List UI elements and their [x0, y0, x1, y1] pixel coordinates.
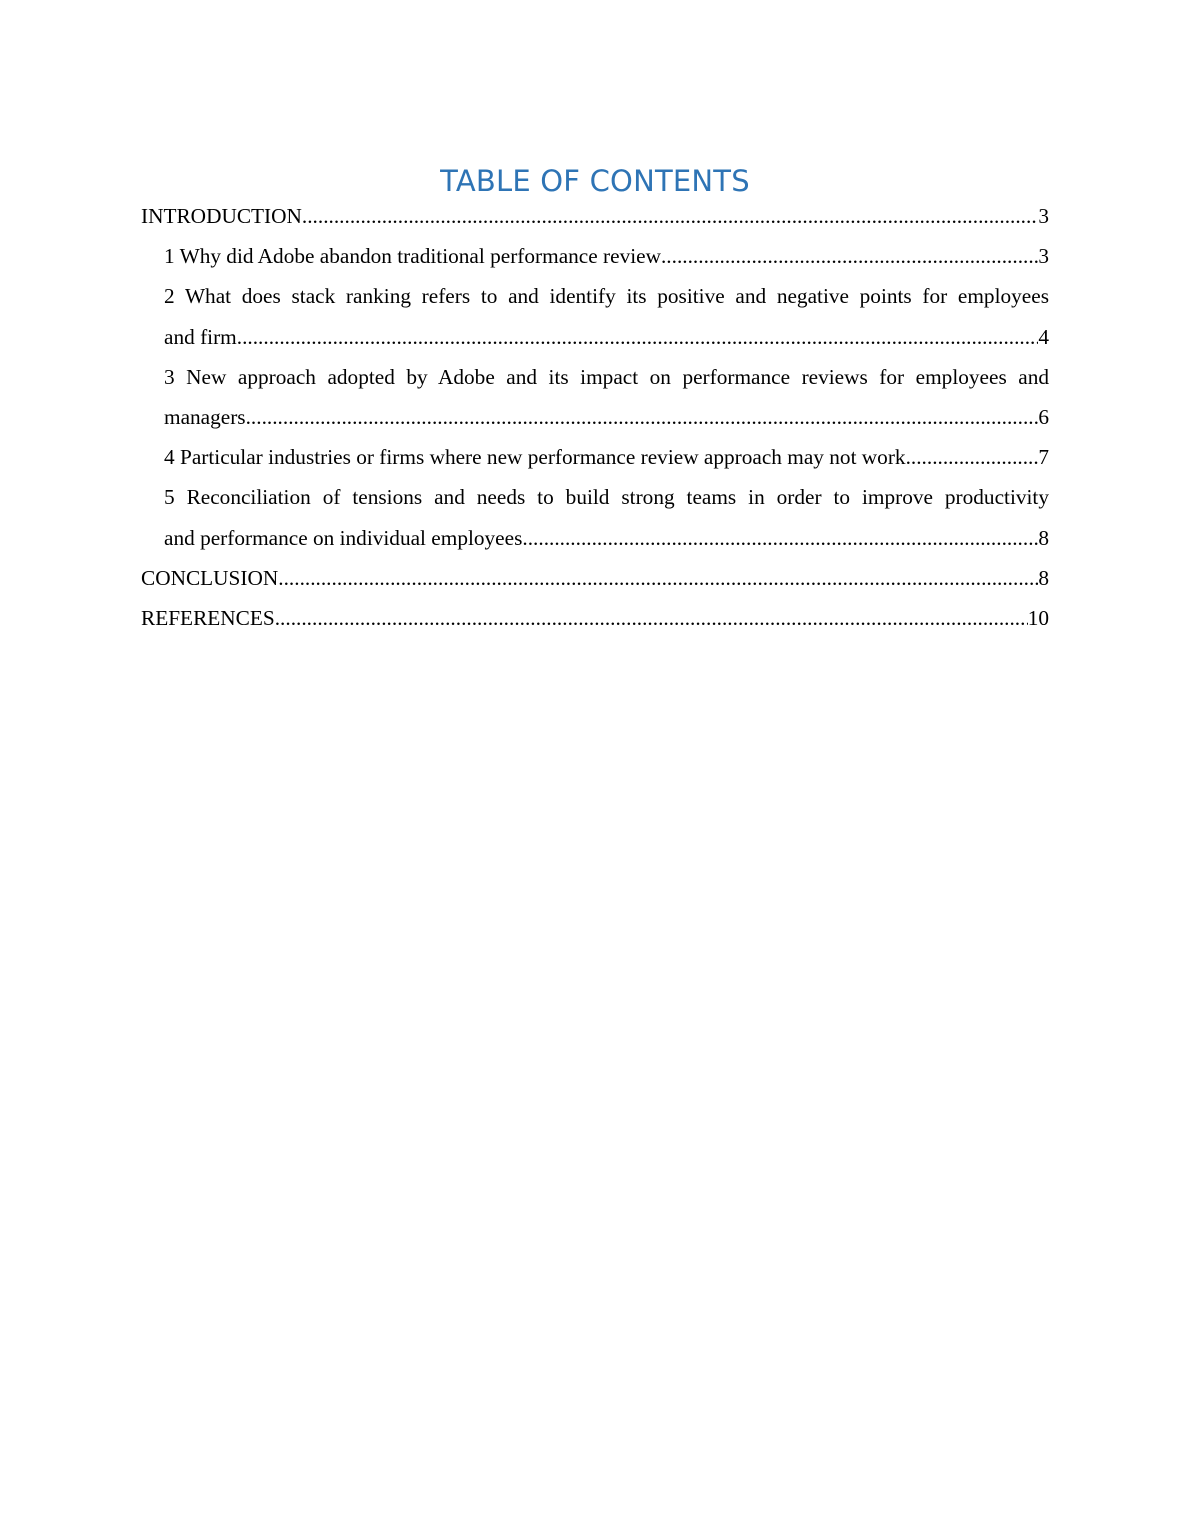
toc-entry-text: 1 Why did Adobe abandon traditional performance review [164, 244, 661, 269]
toc-entry-line [164, 518, 1049, 558]
toc-entry-section-5[interactable] [141, 477, 1049, 557]
toc-page-number: 7 [1038, 445, 1049, 470]
toc-entry-text: CONCLUSION [141, 565, 279, 590]
toc-dot-leader [522, 518, 1038, 558]
toc-entry-line [164, 236, 1049, 276]
toc-entry-line [164, 397, 1049, 437]
toc-dot-leader [302, 196, 1038, 236]
toc-entry-text: managers [164, 405, 246, 430]
toc-entry-section-3[interactable] [141, 357, 1049, 437]
toc-dot-leader [246, 397, 1039, 437]
toc-title: TABLE OF CONTENTS [440, 164, 750, 198]
toc-page-number: 3 [1038, 244, 1049, 269]
toc-entry-text: and firm [164, 324, 237, 349]
toc-dot-leader [661, 236, 1038, 276]
toc-entry-line [141, 196, 1049, 236]
toc-entry-text: 4 Particular industries or firms where new performance review approach may not work [164, 445, 906, 470]
toc-entry-section-1[interactable] [141, 236, 1049, 276]
toc-page-number: 8 [1038, 565, 1049, 590]
toc-entry-text: INTRODUCTION [141, 204, 302, 228]
toc-dot-leader [906, 437, 1039, 477]
toc-dot-leader [278, 558, 1038, 598]
toc-entry-introduction[interactable] [141, 196, 1049, 236]
toc-entry-line [164, 437, 1049, 477]
toc-entry-text: REFERENCES [141, 606, 275, 631]
toc-page-number: 6 [1038, 405, 1049, 430]
toc-entry-text-wrapped: 5 Reconciliation of tensions and needs to build strong teams in order to improve productivity [164, 485, 1049, 510]
table-of-contents [141, 196, 1049, 638]
toc-entry-line [164, 317, 1049, 357]
toc-dot-leader [237, 317, 1039, 357]
toc-entry-references[interactable] [141, 598, 1049, 638]
toc-entry-line [141, 598, 1049, 638]
toc-dot-leader [275, 598, 1028, 638]
toc-entry-text-wrapped: 2 What does stack ranking refers to and identify its positive and negative points for employees [164, 284, 1049, 309]
toc-page-number: 4 [1038, 324, 1049, 349]
toc-page-number: 8 [1038, 525, 1049, 550]
toc-entry-conclusion[interactable] [141, 558, 1049, 598]
toc-entry-section-4[interactable] [141, 437, 1049, 477]
toc-page-number: 10 [1027, 606, 1049, 631]
toc-entry-text: and performance on individual employees [164, 525, 523, 550]
toc-entry-line [141, 558, 1049, 598]
toc-page-number: 3 [1038, 204, 1049, 228]
toc-entry-section-2[interactable] [141, 276, 1049, 356]
toc-entry-text-wrapped: 3 New approach adopted by Adobe and its impact on performance reviews for employees and [164, 364, 1049, 389]
